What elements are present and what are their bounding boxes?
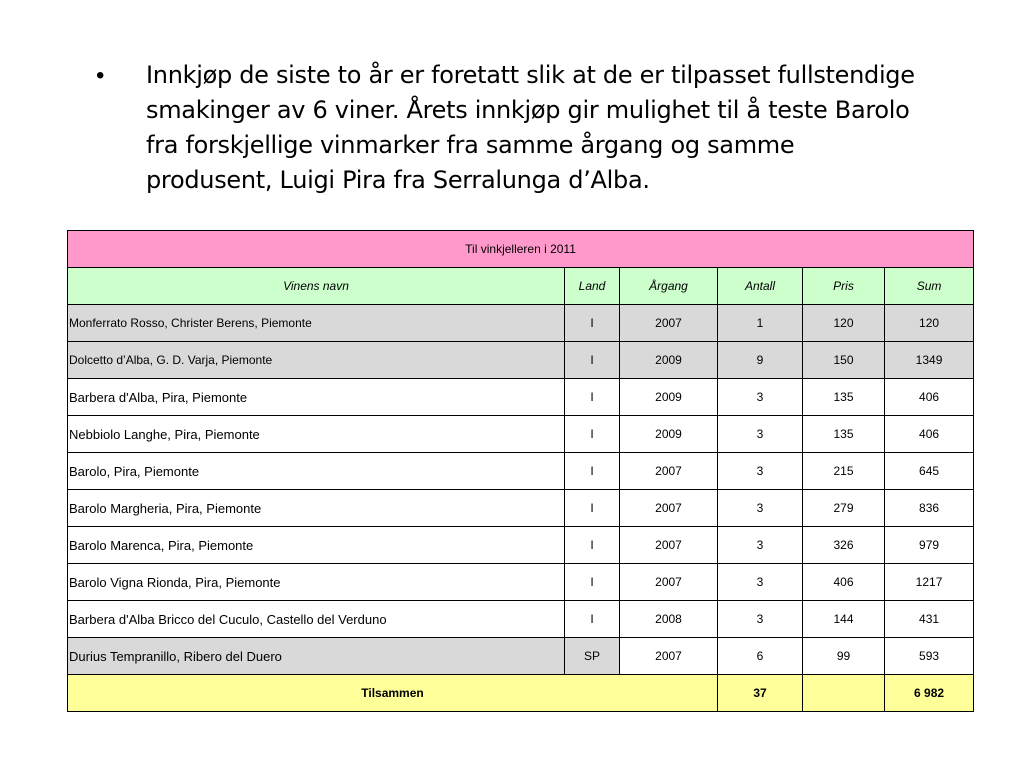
cell-argang: 2007: [620, 305, 718, 342]
cell-sum: 645: [885, 453, 974, 490]
cell-land: SP: [565, 638, 620, 675]
cell-pris: 215: [803, 453, 885, 490]
table-total-row: [68, 675, 974, 712]
cell-pris: 326: [803, 527, 885, 564]
cell-argang: 2007: [620, 453, 718, 490]
cell-pris: 406: [803, 564, 885, 601]
cell-sum: 1349: [885, 342, 974, 379]
cell-antall: 3: [718, 527, 803, 564]
bullet-text: Innkjøp de siste to år er foretatt slik at de er tilpasset fullstendige smakinger av 6 viner. Årets innkjøp gir mulighet til å teste Barolo fra forskjellige vinmarker fra samme årgang og samme produsent, Luigi Pira fra Serralunga d’Alba.: [146, 61, 915, 194]
cell-name: Barolo Vigna Rionda, Pira, Piemonte: [68, 564, 565, 601]
header-sum: Sum: [885, 268, 974, 305]
cell-antall: 6: [718, 638, 803, 675]
table-row: [68, 379, 974, 416]
cell-antall: 3: [718, 453, 803, 490]
cell-land: I: [565, 416, 620, 453]
cell-sum: 593: [885, 638, 974, 675]
cell-land: I: [565, 601, 620, 638]
cell-pris: 279: [803, 490, 885, 527]
wine-table: [67, 230, 974, 712]
cell-name: Nebbiolo Langhe, Pira, Piemonte: [68, 416, 565, 453]
cell-sum: 836: [885, 490, 974, 527]
table-row: [68, 638, 974, 675]
cell-argang: 2007: [620, 638, 718, 675]
total-pris: [803, 675, 885, 712]
cell-argang: 2009: [620, 379, 718, 416]
cell-pris: 150: [803, 342, 885, 379]
cell-name: Barolo Margheria, Pira, Piemonte: [68, 490, 565, 527]
cell-land: I: [565, 490, 620, 527]
table-row: [68, 527, 974, 564]
table-row: [68, 416, 974, 453]
cell-name: Barbera d'Alba Bricco del Cuculo, Castello del Verduno: [68, 601, 565, 638]
table-row: [68, 564, 974, 601]
cell-sum: 406: [885, 379, 974, 416]
total-label: Tilsammen: [68, 675, 718, 712]
cell-antall: 3: [718, 379, 803, 416]
cell-antall: 9: [718, 342, 803, 379]
cell-argang: 2007: [620, 490, 718, 527]
cell-sum: 979: [885, 527, 974, 564]
cell-pris: 135: [803, 379, 885, 416]
cell-land: I: [565, 527, 620, 564]
total-antall: 37: [718, 675, 803, 712]
cell-antall: 1: [718, 305, 803, 342]
table-title: Til vinkjelleren i 2011: [68, 231, 974, 268]
cell-land: I: [565, 564, 620, 601]
cell-antall: 3: [718, 416, 803, 453]
cell-name: Monferrato Rosso, Christer Berens, Piemonte: [68, 305, 565, 342]
cell-name: Barolo Marenca, Pira, Piemonte: [68, 527, 565, 564]
cell-pris: 120: [803, 305, 885, 342]
cell-sum: 120: [885, 305, 974, 342]
table-row: [68, 305, 974, 342]
cell-land: I: [565, 305, 620, 342]
cell-argang: 2007: [620, 564, 718, 601]
header-antall: Antall: [718, 268, 803, 305]
cell-antall: 3: [718, 601, 803, 638]
cell-name: Barbera d'Alba, Pira, Piemonte: [68, 379, 565, 416]
header-land: Land: [565, 268, 620, 305]
bullet-paragraph: [96, 58, 926, 198]
cell-name: Dolcetto d’Alba, G. D. Varja, Piemonte: [68, 342, 565, 379]
cell-antall: 3: [718, 490, 803, 527]
cell-argang: 2009: [620, 342, 718, 379]
cell-name: Barolo, Pira, Piemonte: [68, 453, 565, 490]
cell-land: I: [565, 379, 620, 416]
table-row: [68, 342, 974, 379]
cell-sum: 431: [885, 601, 974, 638]
header-pris: Pris: [803, 268, 885, 305]
header-name: Vinens navn: [68, 268, 565, 305]
cell-argang: 2009: [620, 416, 718, 453]
cell-sum: 406: [885, 416, 974, 453]
table-row: [68, 453, 974, 490]
table-row: [68, 601, 974, 638]
cell-land: I: [565, 342, 620, 379]
cell-sum: 1217: [885, 564, 974, 601]
cell-pris: 99: [803, 638, 885, 675]
cell-argang: 2008: [620, 601, 718, 638]
table-title-row: [68, 231, 974, 268]
table-header-row: [68, 268, 974, 305]
table-row: [68, 490, 974, 527]
cell-antall: 3: [718, 564, 803, 601]
cell-pris: 135: [803, 416, 885, 453]
bullet-marker: •: [96, 62, 105, 89]
cell-argang: 2007: [620, 527, 718, 564]
cell-name: Durius Tempranillo, Ribero del Duero: [68, 638, 565, 675]
header-argang: Årgang: [620, 268, 718, 305]
cell-pris: 144: [803, 601, 885, 638]
total-sum: 6 982: [885, 675, 974, 712]
cell-land: I: [565, 453, 620, 490]
